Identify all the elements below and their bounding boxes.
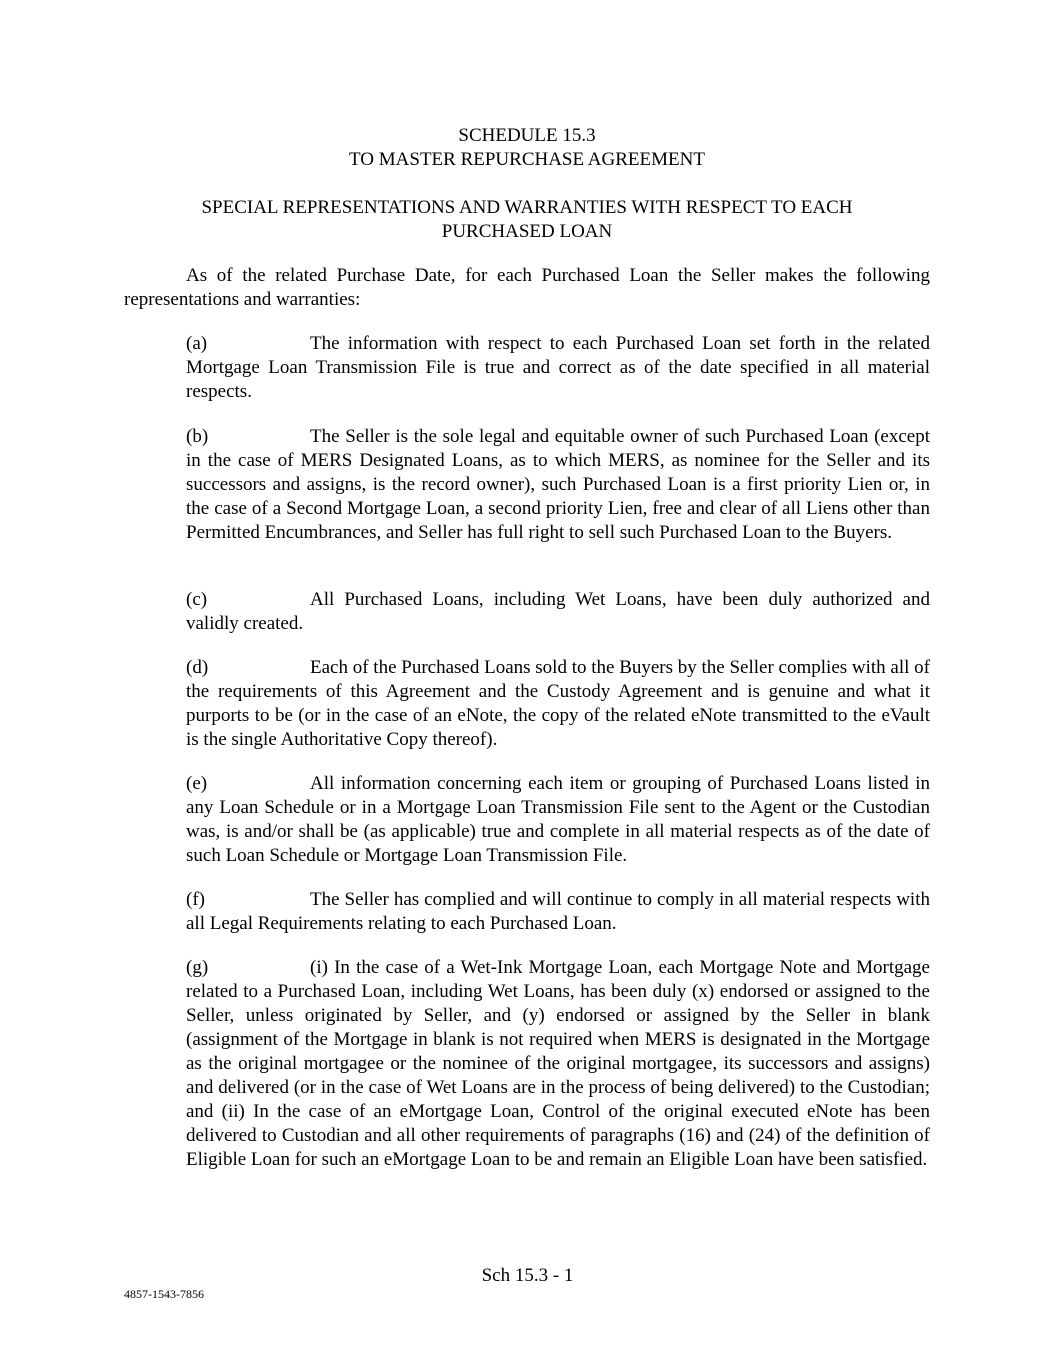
section-title-line1: SPECIAL REPRESENTATIONS AND WARRANTIES WITH RESPECT TO EACH [201,197,853,218]
clause-g [186,956,930,1172]
clause-label: (b) [186,426,209,447]
clause-d [186,656,930,752]
clause-label: (a) [186,333,208,354]
page-number: Sch 15.3 - 1 [481,1265,574,1286]
section-title-line2: PURCHASED LOAN [441,221,613,242]
intro-paragraph: As of the related Purchase Date, for each Purchased Loan the Seller makes the following representations and warranties: [124,265,930,310]
clause-label: (f) [186,889,205,910]
clause-text: (i) In the case of a Wet-Ink Mortgage Loan, each Mortgage Note and Mortgage related to a Purchased Loan, including Wet Loans, has been duly (x) endorsed or assigned to the Seller, unless originated by Seller, and (y) endorsed or assigned by the Seller in blank (assignment of the Mortgage in blank is not required when MERS is designated in the Mortgage as the original mortgagee or the nominee of the original mortgagee, its successors and assigns) and delivered (or in the case of Wet Loans are in the process of being delivered) to the Custodian; and (ii) In the case of an eMortgage Loan, Control of the original executed eNote has been delivered to Custodian and all other requirements of paragraphs (16) and (24) of the definition of Eligible Loan for such an eMortgage Loan to be and remain an Eligible Loan have been satisfied. [186,957,930,1170]
clause-label: (c) [186,589,208,610]
clause-e [186,772,930,868]
clause-text: The Seller is the sole legal and equitable owner of such Purchased Loan (except in the case of MERS Designated Loans, as to which MERS, as nominee for the Seller and its successors and assigns, is the record owner), such Purchased Loan is a first priority Lien or, in the case of a Second Mortgage Loan, a second priority Lien, free and clear of all Liens other than Permitted Encumbrances, and Seller has full right to sell such Purchased Loan to the Buyers. [186,426,930,543]
clause-text: All Purchased Loans, including Wet Loans, have been duly authorized and validly created. [186,589,930,634]
clause-label: (d) [186,657,209,678]
clause-text: The Seller has complied and will continue to comply in all material respects with all Legal Requirements relating to each Purchased Loan. [186,889,930,934]
clause-b [186,425,930,545]
clause-a [186,332,930,404]
clause-label: (g) [186,957,209,978]
schedule-title: SCHEDULE 15.3 [458,125,596,146]
schedule-subtitle: TO MASTER REPURCHASE AGREEMENT [349,149,705,170]
clause-label: (e) [186,773,208,794]
clause-text: The information with respect to each Purchased Loan set forth in the related Mortgage Loan Transmission File is true and correct as of the date specified in all material respects. [186,333,930,402]
schedule-heading [124,124,930,172]
clause-text: Each of the Purchased Loans sold to the Buyers by the Seller complies with all of the requirements of this Agreement and the Custody Agreement and is genuine and what it purports to be (or in the case of an eNote, the copy of the related eNote transmitted to the eVault is the single Authoritative Copy thereof). [186,657,930,750]
clause-c [186,588,930,636]
document-id: 4857-1543-7856 [124,1287,204,1301]
clause-text: All information concerning each item or grouping of Purchased Loans listed in any Loan Schedule or in a Mortgage Loan Transmission File sent to the Agent or the Custodian was, is and/or shall be (as applicable) true and complete in all material respects as of the date of such Loan Schedule or Mortgage Loan Transmission File. [186,773,930,866]
section-heading [124,196,930,244]
clause-f [186,888,930,936]
